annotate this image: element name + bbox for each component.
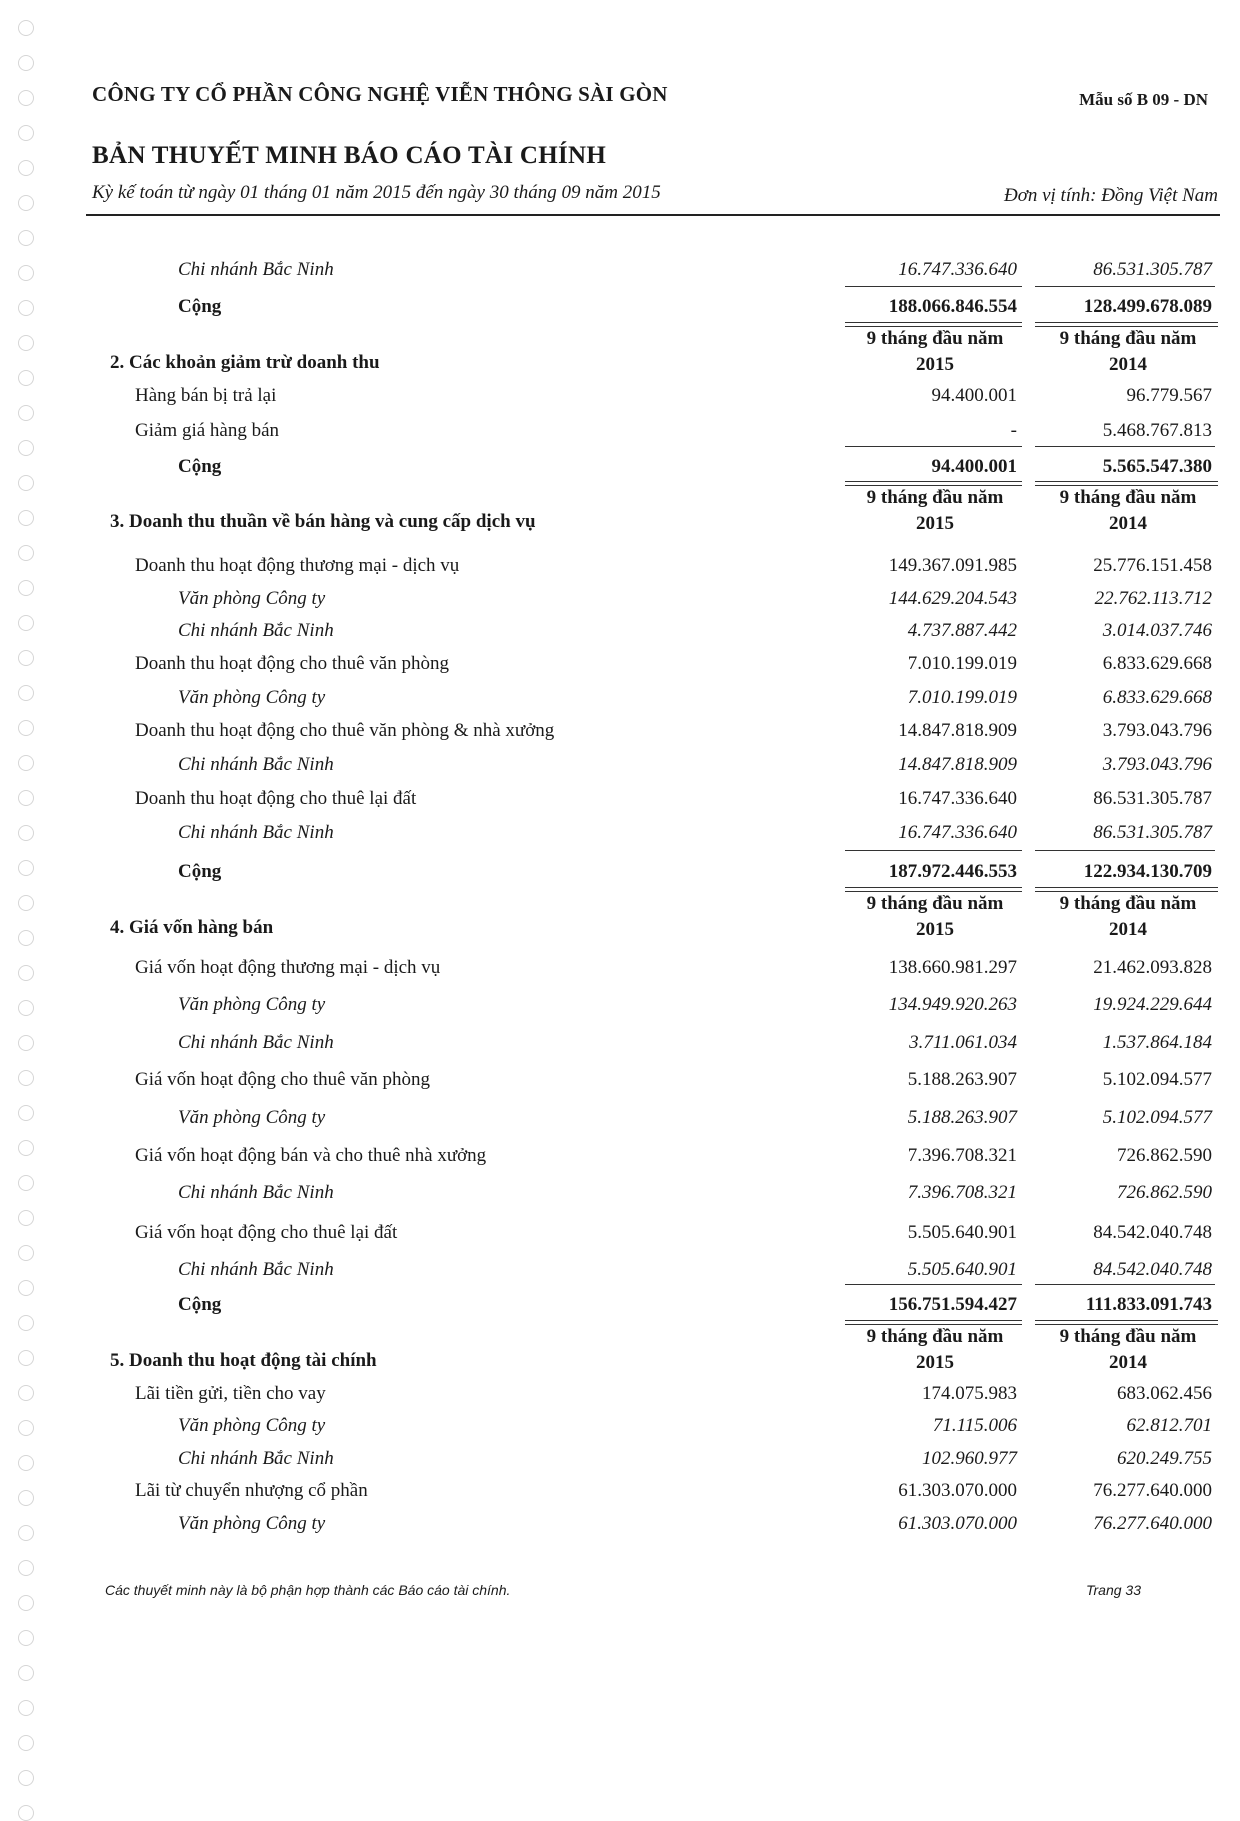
- value-2015: 3.711.061.034: [909, 1032, 1017, 1053]
- value-2014: 5.102.094.577: [1102, 1069, 1212, 1090]
- column-header-2014: [1038, 485, 1218, 537]
- value-2014: 86.531.305.787: [1093, 259, 1212, 280]
- value-2014: 111.833.091.743: [1085, 1294, 1212, 1315]
- row-label: Chi nhánh Bắc Ninh: [178, 259, 334, 280]
- section-title: 4. Giá vốn hàng bán: [110, 917, 274, 938]
- table-row: [0, 822, 1240, 852]
- value-2015: 71.115.006: [932, 1415, 1017, 1436]
- value-2014: 25.776.151.458: [1093, 555, 1212, 576]
- value-2015: 138.660.981.297: [888, 957, 1017, 978]
- value-2015: 16.747.336.640: [898, 259, 1017, 280]
- row-label: Văn phòng Công ty: [178, 687, 326, 708]
- column-header-text: 9 tháng đầu năm: [1059, 1326, 1197, 1347]
- value-2015: 16.747.336.640: [898, 822, 1017, 843]
- column-header-year: 2014: [1109, 919, 1147, 940]
- table-row: [0, 385, 1240, 415]
- footer-note: Các thuyết minh này là bộ phận hợp thành các Báo cáo tài chính.: [105, 1582, 511, 1598]
- column-header-text: 9 tháng đầu năm: [866, 893, 1004, 914]
- value-2014: 76.277.640.000: [1093, 1480, 1212, 1501]
- value-2014: 6.833.629.668: [1102, 653, 1212, 674]
- row-label: Cộng: [178, 1294, 222, 1315]
- section-title: 5. Doanh thu hoạt động tài chính: [110, 1350, 377, 1371]
- table-row: [0, 1107, 1240, 1137]
- value-2014: 3.014.037.746: [1102, 620, 1212, 641]
- value-2015: 7.010.199.019: [907, 687, 1017, 708]
- value-2015: 61.303.070.000: [898, 1513, 1017, 1534]
- row-label: Chi nhánh Bắc Ninh: [178, 1259, 334, 1280]
- row-label: Giảm giá hàng bán: [135, 420, 280, 441]
- table-row: [0, 1182, 1240, 1212]
- row-label: Chi nhánh Bắc Ninh: [178, 822, 334, 843]
- value-2015: 4.737.887.442: [907, 620, 1017, 641]
- subtotal-line: [845, 446, 1022, 447]
- table-row: [0, 620, 1240, 650]
- column-header-2014: [1038, 891, 1218, 943]
- table-row: [0, 259, 1240, 289]
- page-number: Trang 33: [1086, 1582, 1141, 1598]
- table-row: [0, 1415, 1240, 1445]
- value-2015: 149.367.091.985: [888, 555, 1017, 576]
- subtotal-line: [845, 1284, 1022, 1285]
- value-2015: 7.010.199.019: [907, 653, 1017, 674]
- table-row: [0, 754, 1240, 784]
- value-2014: 21.462.093.828: [1093, 957, 1212, 978]
- value-2015: 188.066.846.554: [888, 296, 1017, 317]
- value-2015: 174.075.983: [922, 1383, 1017, 1404]
- value-2014: 96.779.567: [1126, 385, 1212, 406]
- column-header-text: 9 tháng đầu năm: [1059, 328, 1197, 349]
- subtotal-line: [845, 850, 1022, 851]
- value-2015: 14.847.818.909: [898, 720, 1017, 741]
- column-header-2015: [845, 326, 1025, 378]
- value-2015: 144.629.204.543: [888, 588, 1017, 609]
- value-2014: 84.542.040.748: [1093, 1259, 1212, 1280]
- row-label: Giá vốn hoạt động bán và cho thuê nhà xưởng: [135, 1145, 487, 1166]
- row-label: Cộng: [178, 456, 222, 477]
- section-heading: [0, 485, 1240, 537]
- column-header-2015: [845, 1324, 1025, 1376]
- table-row: [0, 788, 1240, 818]
- company-name: CÔNG TY CỔ PHẦN CÔNG NGHỆ VIỄN THÔNG SÀI GÒN: [92, 82, 668, 106]
- value-2015: 5.505.640.901: [907, 1222, 1017, 1243]
- row-label: Chi nhánh Bắc Ninh: [178, 620, 334, 641]
- column-header-year: 2014: [1109, 513, 1147, 534]
- column-header-year: 2014: [1109, 354, 1147, 375]
- row-label: Doanh thu hoạt động cho thuê lại đất: [135, 788, 417, 809]
- table-row: [0, 653, 1240, 683]
- row-label: Doanh thu hoạt động cho thuê văn phòng & nhà xưởng: [135, 720, 555, 741]
- value-2014: 1.537.864.184: [1102, 1032, 1212, 1053]
- currency-unit: Đơn vị tính: Đồng Việt Nam: [1003, 185, 1218, 206]
- column-header-text: 9 tháng đầu năm: [866, 487, 1004, 508]
- table-row: [0, 1448, 1240, 1478]
- table-row: [0, 687, 1240, 717]
- value-2014: 62.812.701: [1126, 1415, 1212, 1436]
- table-row: [0, 1222, 1240, 1252]
- subtotal-line: [1035, 446, 1215, 447]
- value-2014: 3.793.043.796: [1102, 754, 1212, 775]
- table-row: [0, 957, 1240, 987]
- table-row: [0, 1069, 1240, 1099]
- value-2014: 5.468.767.813: [1102, 420, 1212, 441]
- value-2015: 102.960.977: [922, 1448, 1017, 1469]
- value-2015: -: [1010, 420, 1017, 441]
- value-2015: 156.751.594.427: [888, 1294, 1017, 1315]
- value-2014: 5.565.547.380: [1102, 456, 1212, 477]
- row-label: Doanh thu hoạt động cho thuê văn phòng: [135, 653, 449, 674]
- table-row: [0, 994, 1240, 1024]
- value-2015: 187.972.446.553: [888, 861, 1017, 882]
- value-2015: 5.505.640.901: [907, 1259, 1017, 1280]
- section-title: 2. Các khoản giảm trừ doanh thu: [110, 352, 380, 373]
- subtotal-line: [1035, 850, 1215, 851]
- value-2014: 3.793.043.796: [1102, 720, 1212, 741]
- column-header-text: 9 tháng đầu năm: [866, 328, 1004, 349]
- row-label: Chi nhánh Bắc Ninh: [178, 1182, 334, 1203]
- column-header-text: 9 tháng đầu năm: [1059, 893, 1197, 914]
- value-2015: 5.188.263.907: [907, 1107, 1017, 1128]
- column-header-year: 2015: [916, 354, 954, 375]
- value-2015: 94.400.001: [931, 456, 1017, 477]
- section-heading: [0, 1324, 1240, 1376]
- value-2015: 14.847.818.909: [898, 754, 1017, 775]
- column-header-2015: [845, 891, 1025, 943]
- column-header-text: 9 tháng đầu năm: [1059, 487, 1197, 508]
- value-2015: 94.400.001: [931, 385, 1017, 406]
- value-2015: 7.396.708.321: [907, 1182, 1017, 1203]
- table-row: [0, 555, 1240, 585]
- row-label: Văn phòng Công ty: [178, 994, 326, 1015]
- value-2015: 61.303.070.000: [898, 1480, 1017, 1501]
- row-label: Giá vốn hoạt động thương mại - dịch vụ: [135, 957, 441, 978]
- row-label: Văn phòng Công ty: [178, 1513, 326, 1534]
- value-2014: 128.499.678.089: [1083, 296, 1212, 317]
- value-2014: 86.531.305.787: [1093, 822, 1212, 843]
- table-row: [0, 1145, 1240, 1175]
- section-title: 3. Doanh thu thuần về bán hàng và cung cấp dịch vụ: [110, 511, 536, 532]
- value-2014: 19.924.229.644: [1093, 994, 1212, 1015]
- table-row: [0, 1513, 1240, 1543]
- value-2014: 620.249.755: [1117, 1448, 1212, 1469]
- row-label: Lãi từ chuyển nhượng cổ phần: [135, 1480, 368, 1501]
- value-2015: 16.747.336.640: [898, 788, 1017, 809]
- form-code: Mẫu số B 09 - DN: [1079, 90, 1208, 109]
- value-2014: 84.542.040.748: [1093, 1222, 1212, 1243]
- table-row: [0, 1383, 1240, 1413]
- row-label: Lãi tiền gửi, tiền cho vay: [135, 1383, 326, 1404]
- column-header-year: 2014: [1109, 1352, 1147, 1373]
- subtotal-line: [1035, 286, 1215, 287]
- value-2014: 122.934.130.709: [1083, 861, 1212, 882]
- table-row: [0, 720, 1240, 750]
- subtotal-line: [845, 286, 1022, 287]
- row-label: Hàng bán bị trả lại: [135, 385, 277, 406]
- column-header-text: 9 tháng đầu năm: [866, 1326, 1004, 1347]
- section-heading: [0, 891, 1240, 943]
- row-label: Chi nhánh Bắc Ninh: [178, 1448, 334, 1469]
- value-2014: 5.102.094.577: [1102, 1107, 1212, 1128]
- value-2014: 76.277.640.000: [1093, 1513, 1212, 1534]
- value-2014: 22.762.113.712: [1094, 588, 1212, 609]
- row-label: Chi nhánh Bắc Ninh: [178, 1032, 334, 1053]
- row-label: Cộng: [178, 861, 222, 882]
- subtotal-line: [1035, 1284, 1215, 1285]
- column-header-2014: [1038, 326, 1218, 378]
- column-header-year: 2015: [916, 513, 954, 534]
- row-label: Doanh thu hoạt động thương mại - dịch vụ: [135, 555, 460, 576]
- row-label: Văn phòng Công ty: [178, 1415, 326, 1436]
- value-2014: 726.862.590: [1117, 1182, 1212, 1203]
- value-2015: 7.396.708.321: [907, 1145, 1017, 1166]
- accounting-period: Kỳ kế toán từ ngày 01 tháng 01 năm 2015 đến ngày 30 tháng 09 năm 2015: [92, 182, 661, 203]
- row-label: Văn phòng Công ty: [178, 588, 326, 609]
- row-label: Cộng: [178, 296, 222, 317]
- row-label: Chi nhánh Bắc Ninh: [178, 754, 334, 775]
- column-header-year: 2015: [916, 919, 954, 940]
- column-header-2015: [845, 485, 1025, 537]
- table-row: [0, 1032, 1240, 1062]
- table-row: [0, 1480, 1240, 1510]
- header-divider: [86, 214, 1220, 216]
- row-label: Giá vốn hoạt động cho thuê lại đất: [135, 1222, 398, 1243]
- value-2014: 6.833.629.668: [1102, 687, 1212, 708]
- row-label: Giá vốn hoạt động cho thuê văn phòng: [135, 1069, 430, 1090]
- column-header-2014: [1038, 1324, 1218, 1376]
- value-2014: 86.531.305.787: [1093, 788, 1212, 809]
- table-row: [0, 588, 1240, 618]
- value-2014: 726.862.590: [1117, 1145, 1212, 1166]
- value-2015: 134.949.920.263: [888, 994, 1017, 1015]
- document-title: BẢN THUYẾT MINH BÁO CÁO TÀI CHÍNH: [92, 142, 607, 169]
- value-2015: 5.188.263.907: [907, 1069, 1017, 1090]
- section-heading: [0, 326, 1240, 378]
- column-header-year: 2015: [916, 1352, 954, 1373]
- value-2014: 683.062.456: [1117, 1383, 1212, 1404]
- row-label: Văn phòng Công ty: [178, 1107, 326, 1128]
